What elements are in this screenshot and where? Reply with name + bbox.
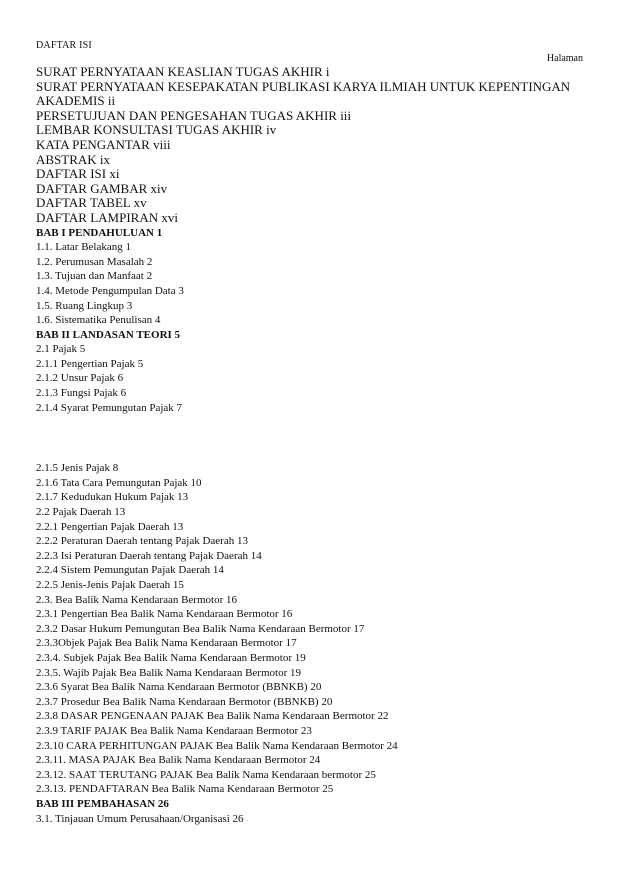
toc-entry: SURAT PERNYATAAN KESEPAKATAN PUBLIKASI KARYA ILMIAH UNTUK KEPENTINGAN AKADEMIS ii xyxy=(36,78,571,109)
toc-entry: 2.3.8 DASAR PENGENAAN PAJAK Bea Balik Nama Kendaraan Bermotor 22 xyxy=(36,710,389,723)
toc-entry: 1.4. Metode Pengumpulan Data 3 xyxy=(36,284,184,297)
toc-entry: 2.3.6 Syarat Bea Balik Nama Kendaraan Bermotor (BBNKB) 20 xyxy=(36,681,322,694)
toc-entry: BAB I PENDAHULUAN 1 xyxy=(36,226,163,239)
toc-entry: LEMBAR KONSULTASI TUGAS AKHIR iv xyxy=(36,122,277,138)
toc-entry: 2.2.4 Sistem Pemungutan Pajak Daerah 14 xyxy=(36,564,224,577)
toc-entry: 2.3.4. Subjek Pajak Bea Balik Nama Kendaraan Bermotor 19 xyxy=(36,651,306,664)
toc-entry: 2.1.6 Tata Cara Pemungutan Pajak 10 xyxy=(36,476,202,489)
toc-entry: 2.2.1 Pengertian Pajak Daerah 13 xyxy=(36,520,184,533)
toc-entry: 2.1.2 Unsur Pajak 6 xyxy=(36,372,124,385)
toc-entry: 2.3.3Objek Pajak Bea Balik Nama Kendaraan Bermotor 17 xyxy=(36,637,297,650)
toc-entry: 2.3.13. PENDAFTARAN Bea Balik Nama Kendaraan Bermotor 25 xyxy=(36,783,334,796)
page-title: DAFTAR ISI xyxy=(36,40,92,51)
toc-entry: 2.1 Pajak 5 xyxy=(36,343,86,356)
table-of-contents xyxy=(36,65,596,826)
toc-entry: DAFTAR GAMBAR xiv xyxy=(36,180,168,196)
toc-entry: 1.2. Perumusan Masalah 2 xyxy=(36,255,153,268)
toc-entry: 2.3.10 CARA PERHITUNGAN PAJAK Bea Balik Nama Kendaraan Bermotor 24 xyxy=(36,739,398,752)
toc-entry: 2.1.1 Pengertian Pajak 5 xyxy=(36,357,144,370)
toc-entry: 2.3.11. MASA PAJAK Bea Balik Nama Kendaraan Bermotor 24 xyxy=(36,754,321,767)
page-column-label: Halaman xyxy=(546,53,583,64)
page-gap xyxy=(36,415,596,461)
toc-entry: SURAT PERNYATAAN KEASLIAN TUGAS AKHIR i xyxy=(36,64,330,79)
toc-entry: 2.2 Pajak Daerah 13 xyxy=(36,506,126,519)
toc-entry: 2.1.5 Jenis Pajak 8 xyxy=(36,462,119,475)
toc-entry: BAB II LANDASAN TEORI 5 xyxy=(36,328,181,341)
toc-entry: DAFTAR ISI xi xyxy=(36,166,120,182)
toc-entry: PERSETUJUAN DAN PENGESAHAN TUGAS AKHIR iii xyxy=(36,107,352,123)
toc-entry: 2.2.5 Jenis-Jenis Pajak Daerah 15 xyxy=(36,579,184,591)
toc-entry: KATA PENGANTAR viii xyxy=(36,136,171,152)
toc-entry: 2.1.3 Fungsi Pajak 6 xyxy=(36,387,127,400)
toc-entry: 1.3. Tujuan dan Manfaat 2 xyxy=(36,270,153,283)
toc-entry: DAFTAR LAMPIRAN xvi xyxy=(36,209,178,225)
toc-entry: 2.2.2 Peraturan Daerah tentang Pajak Daerah 13 xyxy=(36,535,248,548)
toc-entry: 1.5. Ruang Lingkup 3 xyxy=(36,299,133,312)
toc-entry: 2.1.7 Kedudukan Hukum Pajak 13 xyxy=(36,491,189,504)
toc-entry: 2.3.5. Wajib Pajak Bea Balik Nama Kendaraan Bermotor 19 xyxy=(36,666,301,679)
toc-entry: 2.3.12. SAAT TERUTANG PAJAK Bea Balik Nama Kendaraan bermotor 25 xyxy=(36,768,376,781)
toc-entry: 3.1. Tinjauan Umum Perusahaan/Organisasi 26 xyxy=(36,812,244,825)
toc-entry: 2.3.1 Pengertian Bea Balik Nama Kendaraan Bermotor 16 xyxy=(36,608,293,621)
toc-entry: BAB III PEMBAHASAN 26 xyxy=(36,797,169,810)
toc-entry: 2.2.3 Isi Peraturan Daerah tentang Pajak Daerah 14 xyxy=(36,549,262,562)
toc-entry: 1.1. Latar Belakang 1 xyxy=(36,241,131,254)
toc-entry: 1.6. Sistematika Penulisan 4 xyxy=(36,314,161,327)
toc-entry: ABSTRAK ix xyxy=(36,151,111,167)
toc-entry: DAFTAR TABEL xv xyxy=(36,195,147,211)
toc-entry: 2.3.2 Dasar Hukum Pemungutan Bea Balik Nama Kendaraan Bermotor 17 xyxy=(36,622,365,635)
toc-entry: 2.3.9 TARIF PAJAK Bea Balik Nama Kendaraan Bermotor 23 xyxy=(36,724,312,737)
toc-entry: 2.1.4 Syarat Pemungutan Pajak 7 xyxy=(36,401,183,414)
toc-entry: 2.3.7 Prosedur Bea Balik Nama Kendaraan Bermotor (BBNKB) 20 xyxy=(36,695,333,708)
toc-entry: 2.3. Bea Balik Nama Kendaraan Bermotor 16 xyxy=(36,593,237,606)
